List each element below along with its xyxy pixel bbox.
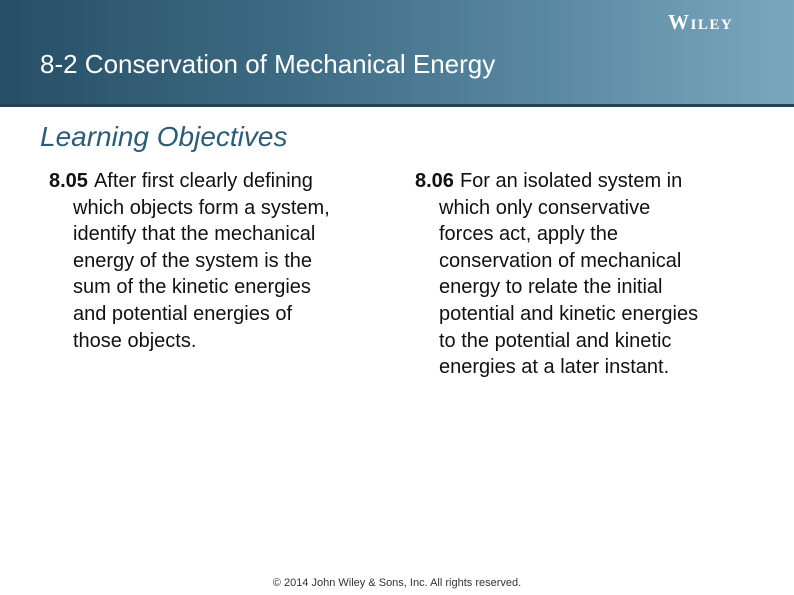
wiley-logo: Wiley bbox=[668, 10, 734, 34]
objective-text-line: conservation of mechanical bbox=[439, 249, 682, 272]
copyright-footer: © 2014 John Wiley & Sons, Inc. All rights reserved. bbox=[272, 577, 522, 589]
objective-number: 8.06 bbox=[415, 170, 454, 192]
objective-text-line: which only conservative bbox=[439, 196, 651, 219]
objective-text-line: potential and kinetic energies bbox=[439, 302, 699, 325]
objective-text-line: forces act, apply the bbox=[439, 223, 618, 246]
objective-8-05 bbox=[49, 168, 389, 354]
objective-number: 8.05 bbox=[49, 170, 88, 192]
objective-text-line: which objects form a system, bbox=[73, 196, 330, 219]
objective-text-line: identify that the mechanical bbox=[73, 223, 316, 246]
objective-text-line: and potential energies of bbox=[73, 302, 293, 325]
objective-text-line: After first clearly defining bbox=[93, 170, 313, 192]
objective-text-line: to the potential and kinetic bbox=[439, 329, 672, 352]
objective-text-line: For an isolated system in bbox=[459, 170, 683, 192]
objective-text-line: those objects. bbox=[73, 329, 197, 352]
slide-title: 8-2 Conservation of Mechanical Energy bbox=[40, 49, 496, 79]
objective-8-06 bbox=[415, 168, 775, 381]
header-divider bbox=[0, 104, 794, 107]
objective-text-line: energy of the system is the bbox=[73, 249, 313, 272]
objective-text-line: energies at a later instant. bbox=[439, 356, 670, 379]
objective-text-line: sum of the kinetic energies bbox=[73, 276, 311, 299]
slide-header bbox=[0, 0, 794, 104]
learning-objectives-heading: Learning Objectives bbox=[40, 121, 288, 152]
objective-text-line: energy to relate the initial bbox=[439, 276, 663, 299]
